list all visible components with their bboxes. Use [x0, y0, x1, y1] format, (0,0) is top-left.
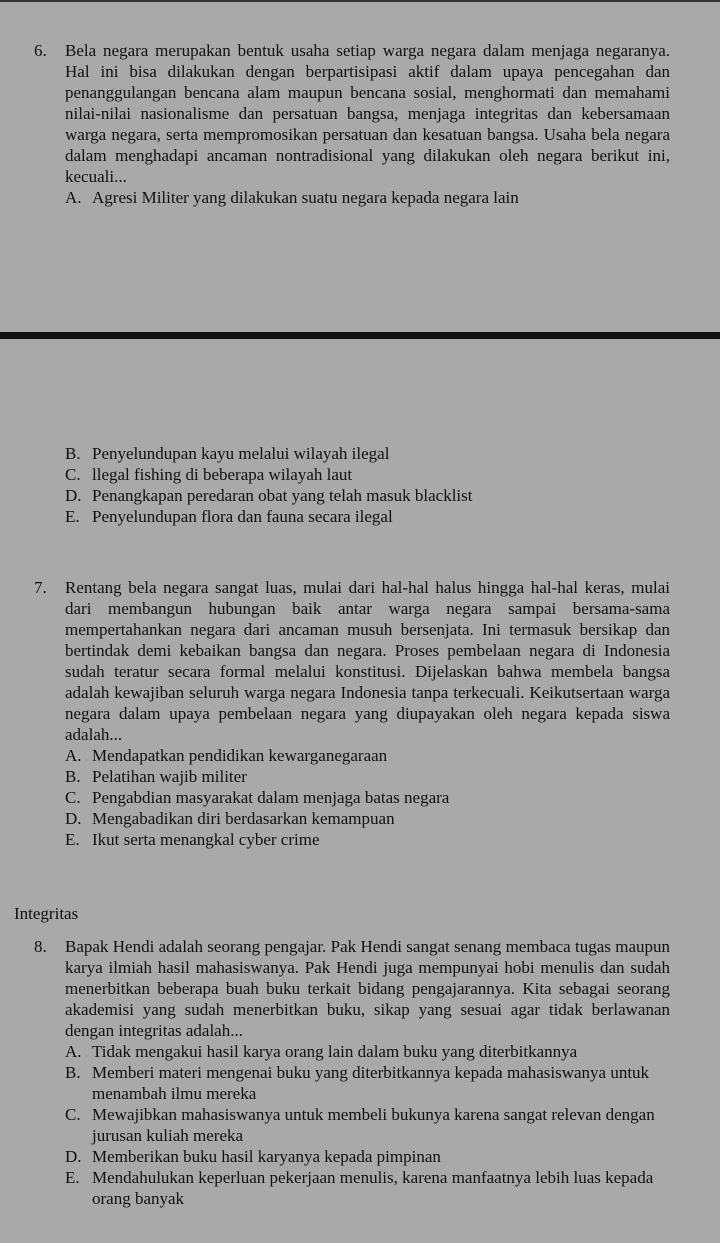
question-7-option-a[interactable]	[34, 745, 670, 766]
option-letter: E.	[65, 1168, 80, 1187]
question-7-option-e[interactable]	[34, 829, 670, 850]
question-6-stem	[34, 40, 670, 187]
option-letter: B.	[65, 444, 81, 463]
option-letter: A.	[65, 188, 82, 207]
question-7-stem	[34, 577, 670, 745]
option-letter: D.	[65, 809, 82, 828]
option-text: Mengabadikan diri berdasarkan kemampuan	[92, 809, 395, 828]
option-letter: C.	[65, 1105, 81, 1124]
question-7-options	[34, 745, 670, 850]
option-letter: B.	[65, 767, 81, 786]
question-7-number: 7.	[34, 578, 47, 597]
option-text: Tidak mengakui hasil karya orang lain dalam buku yang diterbitkannya	[92, 1042, 578, 1061]
option-letter: D.	[65, 486, 82, 505]
page-divider	[0, 332, 720, 339]
question-6-options	[34, 187, 670, 208]
question-7-text: Rentang bela negara sangat luas, mulai dari hal-hal halus hingga hal-hal keras, mulai dari membangun hubungan baik antar warga negara sampai bersama-sama mempertahankan negara dari ancaman musuh bersenjata. Ini termasuk bersikap dan bertindak demi kebaikan bangsa dan negara. Proses pembelaan negara di Indonesia sudah teratur secara formal melalui konstitusi. Dijelaskan bahwa membela bangsa adalah kewajiban seluruh warga negara Indonesia tanpa terkecuali. Keikutsertaan warga negara dalam upaya pembelaan negara yang diupayakan oleh negara kepada siswa adalah...	[65, 578, 670, 744]
option-text: Mewajibkan mahasiswanya untuk membeli bukunya karena sangat relevan dengan jurusan kuliah mereka	[92, 1105, 655, 1145]
option-text: Penangkapan peredaran obat yang telah masuk blacklist	[92, 486, 473, 505]
question-6-option-e[interactable]	[34, 506, 670, 527]
question-8-option-b[interactable]	[34, 1062, 670, 1104]
question-6-text: Bela negara merupakan bentuk usaha setiap warga negara dalam menjaga negaranya. Hal ini bisa dilakukan dengan berpartisipasi aktif dalam upaya pencegahan dan penanggulangan bencana alam maupun bencana sosial, menghormati dan memahami nilai-nilai nasionalisme dan persatuan bangsa, menjaga integritas dan kebersamaan warga negara, serta mempromosikan persatuan dan kesatuan bangsa. Usaha bela negara dalam menghadapi ancaman nontradisional yang dilakukan oleh negara berikut ini, kecuali...	[65, 41, 670, 186]
question-8-stem	[34, 936, 670, 1041]
question-8-option-c[interactable]	[34, 1104, 670, 1146]
option-text: Mendahulukan keperluan pekerjaan menulis, karena manfaatnya lebih luas kepada orang banyak	[92, 1168, 654, 1208]
option-letter: E.	[65, 507, 80, 526]
option-text: Memberi materi mengenai buku yang diterbitkannya kepada mahasiswanya untuk menambah ilmu mereka	[92, 1063, 650, 1103]
question-7	[34, 577, 670, 850]
question-6-option-c[interactable]	[34, 464, 670, 485]
question-8-text: Bapak Hendi adalah seorang pengajar. Pak Hendi sangat senang membaca tugas maupun karya ilmiah hasil mahasiswanya. Pak Hendi juga mempunyai hobi menulis dan sudah menerbitkan beberapa buah buku terkait bidang pengajarannya. Kita sebagai seorang akademisi yang sudah menerbitkan buku, sikap yang sesuai agar tidak berlawanan dengan integritas adalah...	[65, 937, 670, 1040]
question-6-options-continued	[34, 443, 670, 527]
option-letter: B.	[65, 1063, 81, 1082]
option-letter: C.	[65, 788, 81, 807]
question-6-option-a[interactable]	[34, 187, 670, 208]
option-letter: A.	[65, 746, 82, 765]
option-text: Mendapatkan pendidikan kewarganegaraan	[92, 746, 388, 765]
question-8-option-a[interactable]	[34, 1041, 670, 1062]
section-heading: Integritas	[14, 904, 79, 923]
option-letter: E.	[65, 830, 80, 849]
option-text: Pelatihan wajib militer	[92, 767, 247, 786]
question-7-option-b[interactable]	[34, 766, 670, 787]
option-letter: D.	[65, 1147, 82, 1166]
question-7-option-c[interactable]	[34, 787, 670, 808]
option-text: Penyelundupan flora dan fauna secara ilegal	[92, 507, 393, 526]
option-text: Agresi Militer yang dilakukan suatu negara kepada negara lain	[92, 188, 519, 207]
option-text: Memberikan buku hasil karyanya kepada pimpinan	[92, 1147, 441, 1166]
option-text: Pengabdian masyarakat dalam menjaga batas negara	[92, 788, 450, 807]
question-8	[34, 936, 670, 1209]
question-8-option-e[interactable]	[34, 1167, 670, 1209]
option-letter: C.	[65, 465, 81, 484]
option-text: Ikut serta menangkal cyber crime	[92, 830, 320, 849]
option-text: Penyelundupan kayu melalui wilayah ilegal	[92, 444, 390, 463]
question-8-number: 8.	[34, 937, 47, 956]
option-text: llegal fishing di beberapa wilayah laut	[92, 465, 353, 484]
question-8-option-d[interactable]	[34, 1146, 670, 1167]
question-6-option-d[interactable]	[34, 485, 670, 506]
top-rule	[0, 0, 720, 2]
question-6-number: 6.	[34, 41, 47, 60]
option-letter: A.	[65, 1042, 82, 1061]
question-6-option-b[interactable]	[34, 443, 670, 464]
question-8-options	[34, 1041, 670, 1209]
question-7-option-d[interactable]	[34, 808, 670, 829]
question-6	[34, 40, 670, 208]
